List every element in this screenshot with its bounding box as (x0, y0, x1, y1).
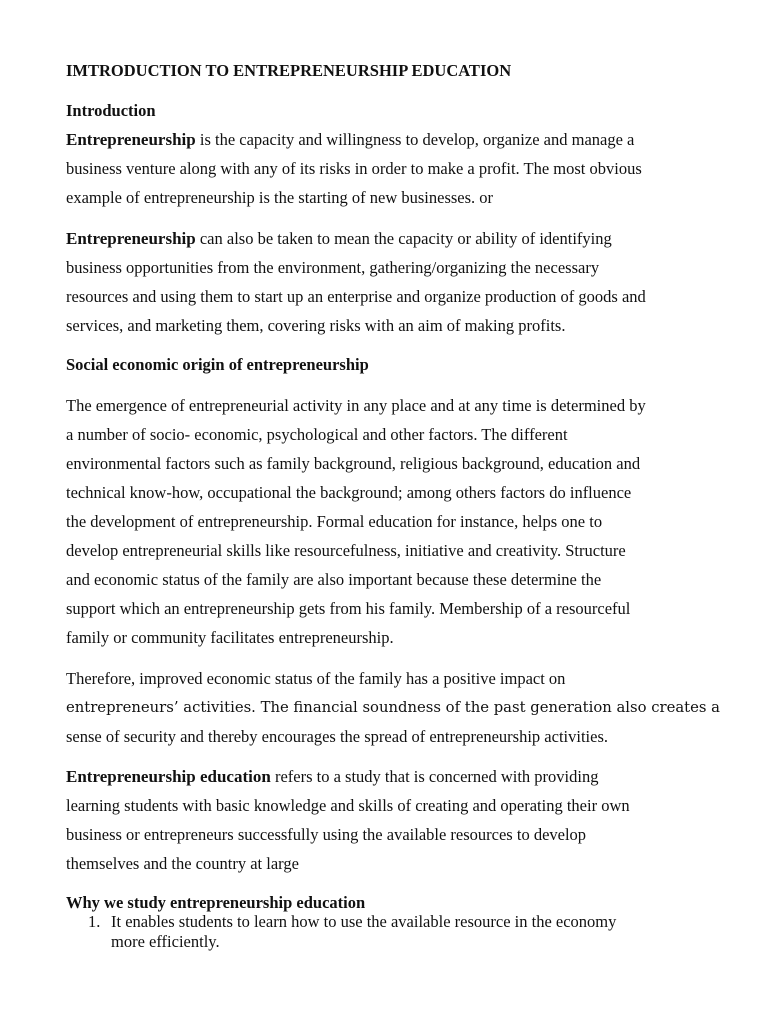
text-line: services, and marketing them, covering risks with an aim of making profits. (66, 316, 566, 335)
text-line: example of entrepreneurship is the starting of new businesses. or (66, 188, 494, 207)
text-line: Therefore, improved economic status of the family has a positive impact on (66, 669, 566, 688)
text-line: themselves and the country at large (66, 854, 299, 873)
text-line: It enables students to learn how to use the available resource in the economy (111, 912, 617, 931)
text-line: The emergence of entrepreneurial activity in any place and at any time is determined by (66, 396, 646, 415)
text-line: the development of entrepreneurship. Formal education for instance, helps one to (66, 512, 603, 531)
text-line (66, 125, 716, 154)
text-line: more efficiently. (111, 932, 220, 951)
paragraph-entrepreneurship-alternate-definition (66, 224, 716, 340)
heading-social-economic-origin: Social economic origin of entrepreneurship (66, 355, 369, 374)
text-line: environmental factors such as family background, religious background, education and (66, 454, 641, 473)
text-line: technical know-how, occupational the background; among others factors do influence (66, 483, 632, 502)
reasons-list (88, 912, 728, 952)
text-line (66, 224, 716, 253)
list-number: 1. (88, 912, 101, 931)
text-span: can also be taken to mean the capacity or ability of identifying (195, 229, 612, 248)
lead-term: Entrepreneurship education (66, 767, 271, 786)
list-item (88, 912, 728, 952)
text-line: family or community facilitates entrepreneurship. (66, 628, 394, 647)
text-line: business or entrepreneurs successfully using the available resources to develop (66, 825, 587, 844)
lead-term: Entrepreneurship (66, 229, 196, 248)
text-line: learning students with basic knowledge and skills of creating and operating their own (66, 796, 630, 815)
heading-why-study: Why we study entrepreneurship education (66, 893, 366, 912)
text-line: and economic status of the family are also important because these determine the (66, 570, 602, 589)
lead-term: Entrepreneurship (66, 130, 196, 149)
text-line: develop entrepreneurial skills like resourcefulness, initiative and creativity. Structure (66, 541, 626, 560)
text-line: sense of security and thereby encourages the spread of entrepreneurship activities. (66, 727, 608, 746)
text-line (66, 762, 716, 791)
text-line: support which an entrepreneurship gets from his family. Membership of a resourceful (66, 599, 631, 618)
text-line: entrepreneurs’ activities. The financial soundness of the past generation also creates a (66, 699, 720, 716)
text-span: is the capacity and willingness to develop, organize and manage a (195, 130, 635, 149)
paragraph-entrepreneurship-education (66, 762, 716, 878)
heading-introduction: Introduction (66, 101, 156, 120)
text-line: business opportunities from the environment, gathering/organizing the necessary (66, 258, 600, 277)
paragraph-emergence-factors (66, 391, 716, 652)
text-line: business venture along with any of its risks in order to make a profit. The most obvious (66, 159, 642, 178)
text-line: a number of socio- economic, psychological and other factors. The different (66, 425, 568, 444)
document-title: IMTRODUCTION TO ENTREPRENEURSHIP EDUCATION (66, 61, 512, 80)
paragraph-entrepreneurship-definition (66, 125, 716, 212)
text-line: resources and using them to start up an enterprise and organize production of goods and (66, 287, 646, 306)
paragraph-economic-status (66, 664, 720, 751)
text-span: refers to a study that is concerned with providing (270, 767, 599, 786)
